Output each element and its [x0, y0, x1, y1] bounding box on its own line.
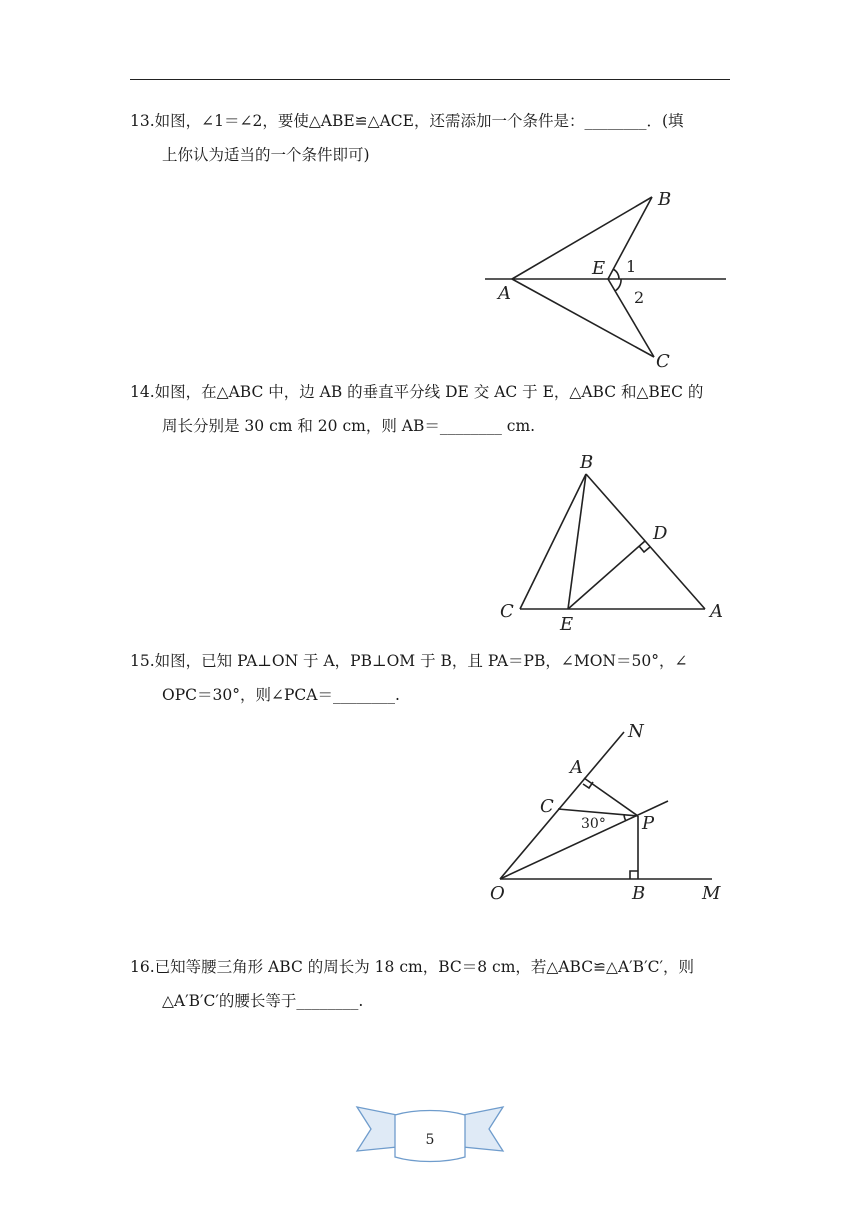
- segment-cp: [558, 809, 638, 816]
- label-a: A: [498, 283, 511, 304]
- question-number: 16.: [130, 958, 155, 976]
- label-n: N: [628, 721, 644, 742]
- right-angle-mark-b: [630, 871, 638, 879]
- segment-ba: [586, 474, 705, 609]
- segment-be: [568, 474, 586, 609]
- label-c: C: [540, 796, 554, 817]
- question-14: [130, 375, 730, 443]
- question-16-line-1: [130, 950, 730, 984]
- right-angle-mark-d: [639, 546, 650, 552]
- question-13-line-1: [130, 104, 730, 138]
- figure-15: [480, 715, 740, 910]
- angle-2-arc: [615, 279, 621, 291]
- right-angle-mark-a: [583, 782, 593, 788]
- label-m: M: [702, 883, 721, 904]
- figure-13: [480, 185, 740, 375]
- label-e: E: [592, 258, 606, 279]
- question-15-line-2: OPC＝30°，则∠PCA＝________.: [162, 686, 400, 704]
- label-a: A: [710, 601, 723, 622]
- label-angle-2: 2: [634, 288, 645, 307]
- label-angle-1: 1: [626, 257, 637, 276]
- question-text: 如图，∠1＝∠2，要使△ABE≌△ACE，还需添加一个条件是：________．(填: [154, 112, 684, 130]
- label-b: B: [632, 883, 646, 904]
- label-p: P: [642, 813, 655, 834]
- label-o: O: [490, 883, 505, 904]
- label-c: C: [656, 351, 670, 372]
- question-13-line-2: 上你认为适当的一个条件即可): [162, 146, 370, 164]
- ribbon-right-tail: [463, 1107, 503, 1151]
- question-15: [130, 644, 730, 712]
- label-c: C: [500, 601, 514, 622]
- label-a: A: [570, 757, 583, 778]
- header-rule: [130, 79, 730, 80]
- page-number: 5: [425, 1132, 435, 1148]
- question-16: [130, 950, 730, 1018]
- page-number-ribbon: [355, 1103, 505, 1165]
- label-b: B: [580, 452, 594, 473]
- segment-cb: [520, 474, 586, 609]
- question-text: 已知等腰三角形 ABC 的周长为 18 cm，BC＝8 cm，若△ABC≌△A′B′C′，则: [154, 958, 694, 976]
- segment-ac: [512, 279, 654, 357]
- question-text: 如图，已知 PA⊥ON 于 A，PB⊥OM 于 B，且 PA＝PB，∠MON＝50°，∠: [154, 652, 688, 670]
- angle-1-arc: [613, 269, 619, 279]
- question-text: 如图，在△ABC 中，边 AB 的垂直平分线 DE 交 AC 于 E，△ABC 和△BEC 的: [154, 383, 704, 401]
- question-number: 14.: [130, 383, 155, 401]
- ray-on: [500, 732, 624, 879]
- question-16-line-2: △A′B′C′的腰长等于________.: [162, 992, 364, 1010]
- question-number: 15.: [130, 652, 155, 670]
- question-14-line-2: 周长分别是 30 cm 和 20 cm，则 AB＝________ cm.: [162, 417, 536, 435]
- label-d: D: [653, 523, 668, 544]
- question-14-line-1: [130, 375, 730, 409]
- label-angle-30: 30°: [581, 816, 606, 832]
- figure-14: [490, 450, 750, 640]
- ribbon-left-tail: [357, 1107, 397, 1151]
- question-13: [130, 104, 730, 172]
- question-number: 13.: [130, 112, 155, 130]
- label-e: E: [560, 614, 574, 635]
- question-15-line-1: [130, 644, 730, 678]
- segment-de: [568, 541, 645, 609]
- label-b: B: [658, 189, 672, 210]
